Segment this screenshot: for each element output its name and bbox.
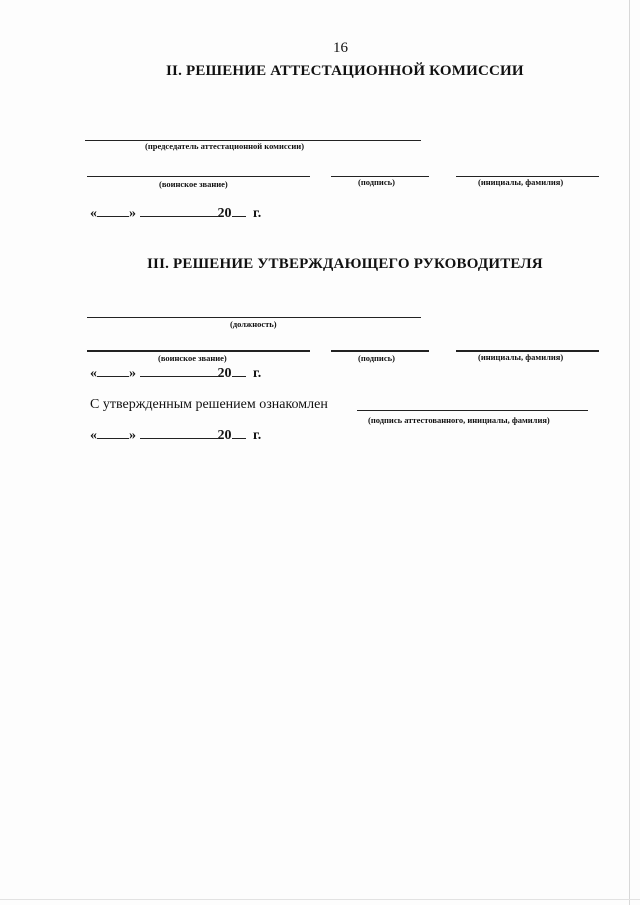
date-close-quote: » — [129, 206, 136, 221]
page-edge-bottom — [0, 899, 640, 900]
date-year-blank — [232, 427, 246, 439]
date-month-blank — [140, 427, 218, 439]
date-year-suffix: г. — [253, 366, 262, 381]
initials-caption: (инициалы, фамилия) — [478, 177, 564, 187]
date-month-blank — [140, 205, 218, 217]
signature-line — [331, 350, 429, 352]
chairman-caption: (председатель аттестационной комиссии) — [145, 141, 305, 151]
date-year-prefix: 20 — [217, 428, 232, 443]
position-line — [87, 317, 421, 318]
signature-caption: (подпись) — [358, 177, 395, 187]
date-day-blank — [97, 427, 129, 439]
acknowledgement-text: С утвержденным решением ознакомлен — [90, 397, 328, 412]
date-day-blank — [97, 365, 129, 377]
rank-caption: (воинское звание) — [159, 179, 228, 189]
section3-heading: III. РЕШЕНИЕ УТВЕРЖДАЮЩЕГО РУКОВОДИТЕЛЯ — [147, 256, 543, 272]
date-close-quote: » — [129, 366, 136, 381]
section2-date — [90, 205, 261, 222]
date-year-prefix: 20 — [217, 206, 232, 221]
date-year-suffix: г. — [253, 428, 262, 443]
section3-date — [90, 365, 261, 382]
page-edge-right — [629, 0, 630, 905]
date-year-prefix: 20 — [217, 366, 232, 381]
date-year-suffix: г. — [253, 206, 262, 221]
date-close-quote: » — [129, 428, 136, 443]
date-open-quote: « — [90, 206, 97, 221]
position-caption: (должность) — [230, 319, 277, 329]
date-open-quote: « — [90, 366, 97, 381]
date-month-blank — [140, 365, 218, 377]
acknowledgement-date — [90, 427, 261, 444]
signature-caption: (подпись) — [358, 353, 395, 363]
acknowledgement-line — [357, 410, 588, 411]
section2-heading: II. РЕШЕНИЕ АТТЕСТАЦИОННОЙ КОМИССИИ — [166, 63, 524, 79]
date-open-quote: « — [90, 428, 97, 443]
date-year-blank — [232, 205, 246, 217]
rank-line — [87, 176, 310, 177]
initials-caption: (инициалы, фамилия) — [478, 352, 564, 362]
rank-line — [87, 350, 310, 352]
date-day-blank — [97, 205, 129, 217]
page-number: 16 — [333, 40, 348, 56]
date-year-blank — [232, 365, 246, 377]
rank-caption: (воинское звание) — [158, 353, 227, 363]
acknowledgement-caption: (подпись аттестованного, инициалы, фамилия) — [368, 415, 550, 425]
